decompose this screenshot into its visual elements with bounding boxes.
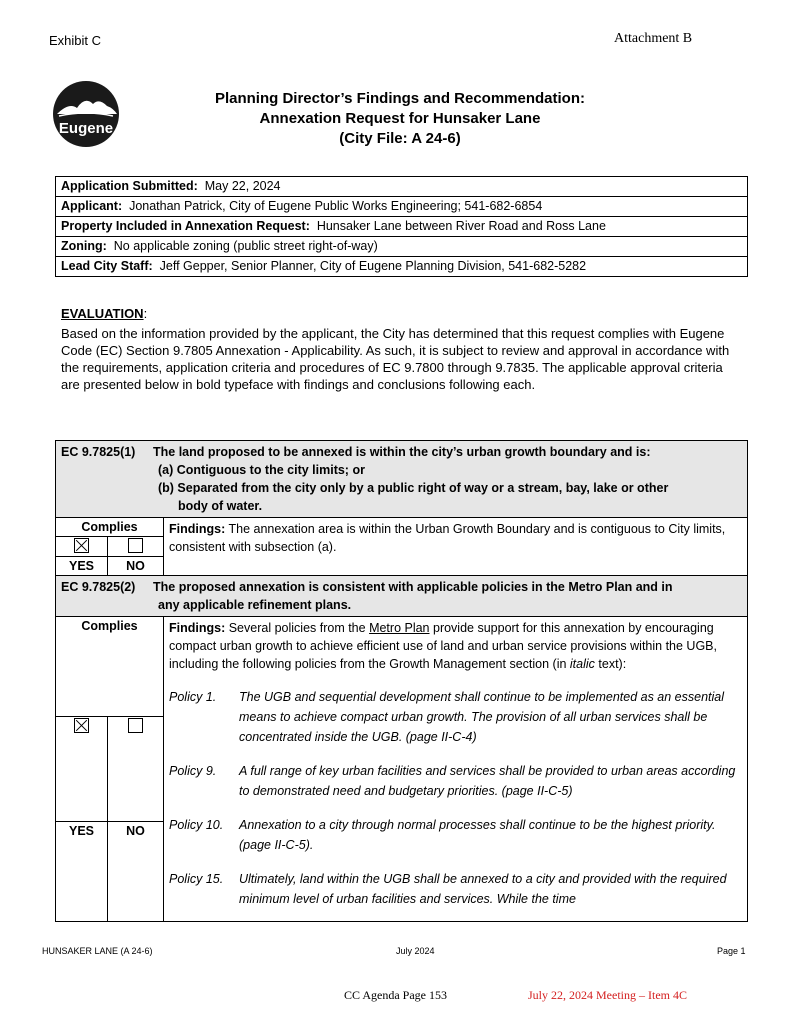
criterion-code: EC 9.7825(1): [61, 445, 136, 459]
yes-checkbox-cell: [56, 716, 108, 821]
info-row-submitted: [56, 177, 748, 197]
agenda-page: CC Agenda Page 153: [344, 988, 447, 1002]
findings-text: Several policies from the: [225, 621, 370, 635]
policy-item: [169, 687, 742, 747]
no-label: NO: [108, 557, 164, 576]
findings-italic: italic: [569, 657, 595, 671]
criterion-1-findings-row: [56, 518, 748, 537]
footer-file: HUNSAKER LANE (A 24-6): [42, 946, 153, 956]
criterion-1-row: [56, 441, 748, 518]
policy-item: [169, 761, 742, 801]
exhibit-label: Exhibit C: [49, 33, 102, 48]
info-label: Zoning:: [61, 239, 107, 253]
application-info-table: [55, 176, 748, 277]
no-checkbox[interactable]: [128, 538, 143, 553]
info-label: Applicant:: [61, 199, 123, 213]
logo-text: Eugene: [58, 120, 114, 137]
policy-text: Annexation to a city through normal processes shall continue to be the highest priority. (page II-C-5).: [239, 818, 716, 852]
criterion-2-row: [56, 576, 748, 617]
findings-text: provide support for this annexation by encouraging compact urban growth to achieve efficient use of land and urban service provisions within the UGB, including the following policies from the Growth Management section (in: [169, 621, 717, 671]
policy-label: Policy 15.: [169, 872, 224, 886]
policy-text: The UGB and sequential development shall continue to be implemented as an essential means to achieve compact urban growth. The provision of all urban services shall be concentrated inside the UGB. (page II-C-4): [239, 690, 725, 744]
complies-label: Complies: [56, 518, 164, 537]
info-value: May 22, 2024: [204, 179, 281, 193]
findings-label: Findings:: [169, 621, 226, 635]
info-value: Hunsaker Lane between River Road and Ross Lane: [316, 219, 606, 233]
info-row-staff: [56, 257, 748, 277]
findings-text: The annexation area is within the Urban Growth Boundary and is contiguous to City limits, consistent with subsection (a).: [169, 522, 726, 554]
policy-label: Policy 9.: [169, 764, 217, 778]
no-checkbox-cell: [108, 716, 164, 821]
title-line-2: Annexation Request for Hunsaker Lane: [259, 110, 541, 127]
no-checkbox-cell: [108, 537, 164, 557]
criterion-1-findings: [164, 518, 748, 576]
title-line-3: (City File: A 24-6): [339, 130, 461, 147]
attachment-label: Attachment B: [614, 31, 693, 46]
evaluation-paragraph: Based on the information provided by the applicant, the City has determined that this request complies with Eugene Code (EC) Section 9.7805 Annexation - Applicability. As such, it is subject to review and approval in accordance with the requirements, application criteria and procedures of EC 9.7800 through 9.7835. The applicable approval criteria are presented below in bold typeface with findings and conclusions following each.: [61, 326, 730, 392]
criterion-sub-a: (a) Contiguous to the city limits; or: [158, 463, 365, 477]
criterion-text-cont: any applicable refinement plans.: [158, 598, 352, 612]
criterion-2-heading: [56, 576, 748, 617]
info-row-property: [56, 217, 748, 237]
yes-checkbox-checked[interactable]: [74, 718, 89, 733]
eugene-logo-icon: [47, 80, 125, 148]
policy-label: Policy 10.: [169, 818, 224, 832]
complies-label: Complies: [56, 617, 164, 717]
info-label: Property Included in Annexation Request:: [61, 219, 310, 233]
policy-label: Policy 1.: [169, 690, 217, 704]
yes-label: YES: [56, 557, 108, 576]
evaluation-heading-colon: :: [143, 306, 148, 321]
eugene-logo: [47, 80, 125, 148]
criterion-2-findings: [164, 617, 748, 922]
info-value: Jeff Gepper, Senior Planner, City of Eugene Planning Division, 541-682-5282: [159, 259, 587, 273]
policy-text: Ultimately, land within the UGB shall be annexed to a city and provided with the required minimum level of urban facilities and services. While the time: [239, 872, 727, 906]
criterion-code: EC 9.7825(2): [61, 580, 136, 594]
info-label: Lead City Staff:: [61, 259, 153, 273]
findings-text: text):: [594, 657, 627, 671]
criterion-sub-b: (b) Separated from the city only by a public right of way or a stream, bay, lake or other: [158, 481, 669, 495]
info-label: Application Submitted:: [61, 179, 198, 193]
criterion-1-heading: [56, 441, 748, 518]
title-line-1: Planning Director’s Findings and Recommendation:: [214, 90, 586, 107]
no-label: NO: [108, 822, 164, 922]
yes-label: YES: [56, 822, 108, 922]
meeting-item: July 22, 2024 Meeting – Item 4C: [528, 988, 687, 1002]
document-title: [150, 89, 650, 149]
policy-item: [169, 869, 742, 909]
footer-page: Page 1: [717, 946, 746, 956]
yes-checkbox-cell: [56, 537, 108, 557]
info-row-zoning: [56, 237, 748, 257]
policy-text: A full range of key urban facilities and services shall be provided to urban areas according to demonstrated need and budgetary priorities. (page II-C-5): [239, 764, 736, 798]
metro-plan-link: Metro Plan: [369, 621, 430, 635]
no-checkbox[interactable]: [128, 718, 143, 733]
criterion-sub-b-cont: body of water.: [178, 499, 263, 513]
policy-item: [169, 815, 742, 855]
findings-label: Findings:: [169, 522, 226, 536]
evaluation-heading-text: EVALUATION: [61, 306, 144, 321]
info-value: No applicable zoning (public street right-of-way): [113, 239, 378, 253]
criterion-text: The proposed annexation is consistent with applicable policies in the Metro Plan and in: [153, 580, 673, 594]
criteria-table: [55, 440, 748, 922]
info-value: Jonathan Patrick, City of Eugene Public Works Engineering; 541-682-6854: [129, 199, 543, 213]
criterion-2-findings-row: [56, 617, 748, 717]
footer-date: July 2024: [396, 946, 435, 956]
criterion-text: The land proposed to be annexed is within the city’s urban growth boundary and is:: [153, 445, 651, 459]
yes-checkbox-checked[interactable]: [74, 538, 89, 553]
evaluation-heading: [61, 306, 147, 321]
info-row-applicant: [56, 197, 748, 217]
